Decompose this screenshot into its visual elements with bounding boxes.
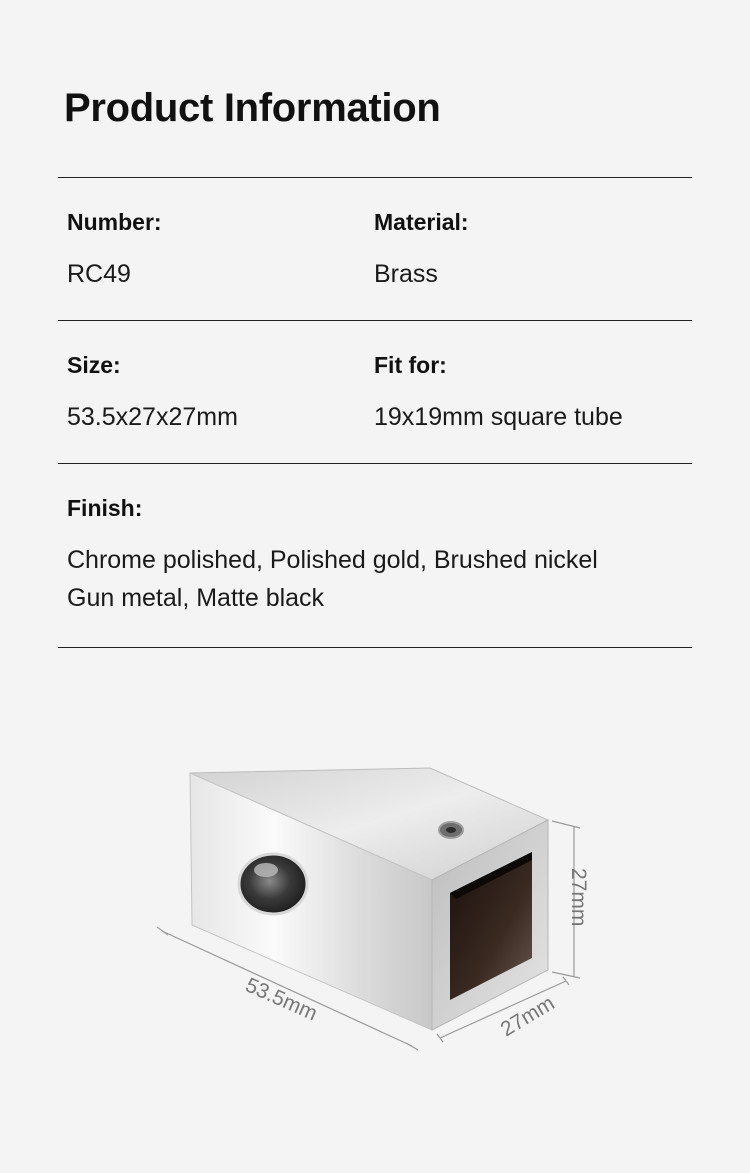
finish-line-1: Chrome polished, Polished gold, Brushed nickel <box>67 546 598 574</box>
divider <box>58 320 692 321</box>
divider <box>58 463 692 464</box>
finish-label: Finish: <box>67 495 143 521</box>
material-value: Brass <box>374 260 438 288</box>
number-label: Number: <box>67 209 162 235</box>
fit-for-value: 19x19mm square tube <box>374 403 623 431</box>
length-dimension: 53.5mm <box>241 973 321 1026</box>
size-label: Size: <box>67 352 121 378</box>
page-title: Product Information <box>64 86 441 130</box>
size-value: 53.5x27x27mm <box>67 403 238 431</box>
divider <box>58 647 692 648</box>
product-image <box>150 755 600 1065</box>
number-value: RC49 <box>67 260 131 288</box>
width-dimension: 27mm <box>496 991 559 1042</box>
finish-line-2: Gun metal, Matte black <box>67 584 325 612</box>
height-dimension: 27mm <box>567 868 590 927</box>
set-screw-hole <box>239 854 307 914</box>
fit-for-label: Fit for: <box>374 352 447 378</box>
material-label: Material: <box>374 209 469 235</box>
divider <box>58 177 692 178</box>
